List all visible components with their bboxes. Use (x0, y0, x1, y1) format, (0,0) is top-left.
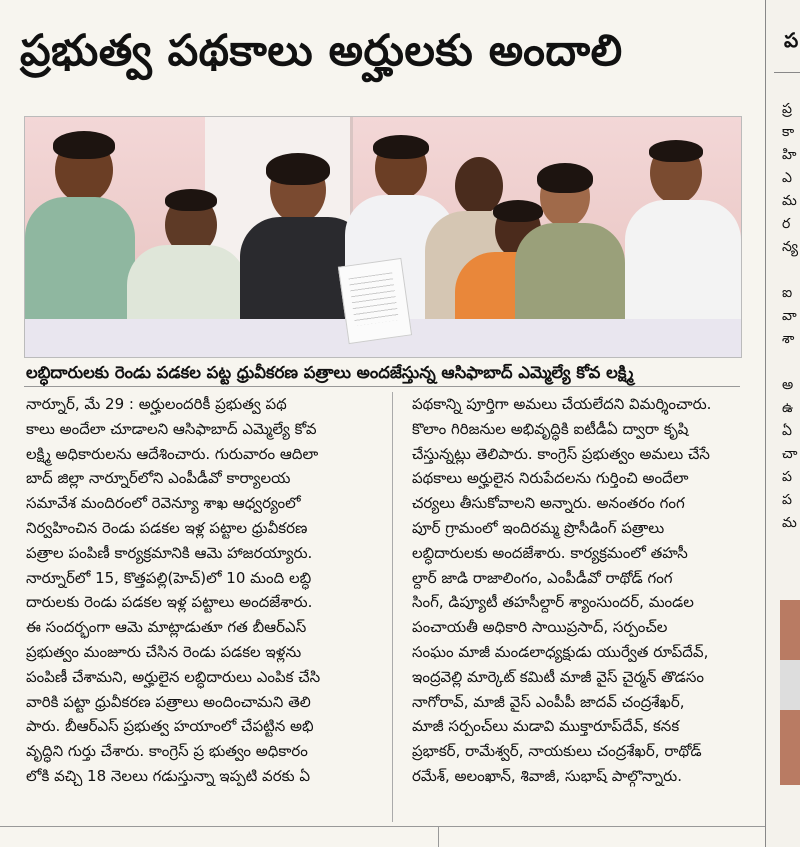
article-line: లబ్ధిదారులకు అందజేశారు. కార్యక్రమంలో తహసీ (412, 543, 688, 562)
adjacent-photo (780, 600, 800, 785)
article-line: పత్రాల పంపిణీ కార్యక్రమానికి ఆమె హాజరయ్యారు. (26, 543, 313, 562)
certificate-document (338, 258, 412, 344)
article-line: పథకాలు అర్హులైన నిరుపేదలను గుర్తించి అందేలా (412, 469, 689, 488)
article-headline: ప్రభుత్వ పథకాలు అర్హులకు అందాలి (20, 26, 623, 76)
article-line: దారులకు రెండు పడకల ఇళ్ల పట్టాలు అందజేశారు. (26, 593, 313, 612)
article-line: నిర్వహించిన రెండు పడకల ఇళ్ల పట్టాల ధ్రువీకరణ (26, 518, 308, 537)
caption-divider (24, 386, 740, 387)
adjacent-text-fragments (782, 98, 798, 535)
article-line: ప్రభుత్వం మంజూరు చేసిన రెండు పడకల ఇళ్లను (26, 642, 302, 661)
article-line: పంపిణీ చేశామని, అర్హులైన లబ్ధిదారులు ఎంపిక చేసి (26, 667, 321, 686)
article-line: ప్రభాకర్, రామేశ్వర్, నాయకులు చంద్రశేఖర్, రాథోడ్ (412, 742, 702, 761)
adjacent-line: ప్ర (782, 101, 792, 117)
article-line: చేస్తున్నట్లు తెలిపారు. కాంగ్రెస్ ప్రభుత్వం అమలు చేసే (412, 444, 710, 463)
adjacent-line: అ (782, 377, 794, 393)
article-line: లోకి వచ్చి 18 నెలలు గడుస్తున్నా ఇప్పటి వరకు ఏ (26, 766, 311, 785)
article-line: కాలు అందేలా చూడాలని ఆసిఫాబాద్ ఎమ్మెల్యే కోవ (26, 419, 317, 438)
bottom-divider (0, 826, 765, 827)
adjacent-line: ఎ (782, 170, 792, 186)
adjacent-line: మ (782, 515, 797, 531)
article-line: సంఘం మాజీ మండలాధ్యక్షుడు యుర్వేత రూప్‌దేవ్, (412, 642, 709, 661)
adjacent-headline-fragment: ప (784, 28, 799, 52)
article-line: లక్ష్మి అధికారులను ఆదేశించారు. గురువారం ఆదిలా (26, 444, 319, 463)
adjacent-line: ప (782, 469, 792, 485)
adjacent-line: ర (782, 216, 791, 232)
adjacent-line: ఐ (782, 285, 793, 301)
adjacent-line: మ (782, 193, 797, 209)
article-line: పారు. బీఆర్ఎస్ ప్రభుత్వ హయాంలో చేపట్టిన అభి (26, 717, 314, 736)
article-line: నార్నూర్‌లో 15, కొత్తపల్లి(హెచ్)లో 10 మంది లబ్ధి (26, 568, 312, 587)
adjacent-line: న్య (782, 239, 799, 255)
article-line: వృద్ధిని గుర్తు చేశారు. కాంగ్రెస్ ప్ర భుత్వం అధికారం (26, 742, 308, 761)
article-line: మాజీ సర్పంచ్‌లు మడావి ముక్తారూప్‌దేవ్, కనక (412, 717, 680, 736)
article-line: ఇంద్రవెల్లి మార్కెట్ కమిటీ మాజీ వైస్ చైర్మన్ తొడసం (412, 667, 705, 686)
article-column-2 (412, 392, 740, 789)
adjacent-divider (774, 72, 800, 73)
article-line: సమావేశ మందిరంలో రెవెన్యూ శాఖ ఆధ్వర్యంలో (26, 494, 301, 513)
adjacent-line: కా (782, 124, 795, 140)
adjacent-line: హి (782, 147, 797, 163)
article-line: ఈ సందర్భంగా ఆమె మాట్లాడుతూ గత బీఆర్ఎస్ (26, 618, 307, 637)
article-line: వారికి పట్టా ధ్రువీకరణ పత్రాలు అందించామని తెలి (26, 692, 311, 711)
bottom-column-divider (438, 826, 439, 847)
article-line: పథకాన్ని పూర్తిగా అమలు చేయలేదని విమర్శించారు. (412, 395, 712, 413)
adjacent-article-strip (765, 0, 800, 847)
article-line: పూర్ గ్రామంలో ఇందిరమ్మ ప్రొసీడింగ్ పత్రాలు (412, 518, 665, 537)
adjacent-line: శా (782, 331, 795, 347)
article-line: నార్నూర్, మే 29 : అర్హులందరికీ ప్రభుత్వ పథ (26, 395, 287, 413)
photo-caption: లబ్ధిదారులకు రెండు పడకల పట్ట ధ్రువీకరణ పత్రాలు అందజేస్తున్న ఆసిఫాబాద్ ఎమ్మెల్యే కోవ లక్ష్మి (26, 363, 634, 382)
article-line: ల్దార్ జాడి రాజాలింగం, ఎంపీడీవో రాథోడ్ గంగ (412, 568, 673, 587)
adjacent-line: చా (782, 446, 798, 462)
article-line: కొలాం గిరిజనుల అభివృద్ధికి ఐటీడీఏ ద్వారా కృషి (412, 419, 689, 438)
article-line: రమేశ్, అలంఖాన్, శివాజీ, సుభాష్ పాల్గొన్నారు. (412, 766, 682, 785)
adjacent-line: ఏ (782, 423, 792, 439)
article-photo (24, 116, 742, 358)
article-line: పంచాయతీ అధికారి సాయిప్రసాద్, సర్పంచ్‌ల (412, 618, 668, 637)
adjacent-line (782, 351, 798, 374)
article-line: సింగ్, డిప్యూటీ తహసీల్దార్ శ్యాంసుందర్, మండల (412, 593, 694, 612)
article-line: నాగోరావ్, మాజీ వైస్ ఎంపీపీ జాదవ్ చంద్రశేఖర్, (412, 692, 685, 711)
adjacent-line (782, 259, 798, 282)
column-divider (392, 392, 393, 822)
adjacent-line: వా (782, 308, 797, 324)
adjacent-line: ప (782, 492, 792, 508)
article-column-1 (26, 392, 354, 789)
article-line: బాద్ జిల్లా నార్నూర్‌లోని ఎంపీడీవో కార్యాలయ (26, 469, 291, 488)
article-line: చర్యలు తీసుకోవాలని అన్నారు. అనంతరం గంగ (412, 494, 685, 513)
adjacent-line: ఉ (782, 400, 794, 416)
